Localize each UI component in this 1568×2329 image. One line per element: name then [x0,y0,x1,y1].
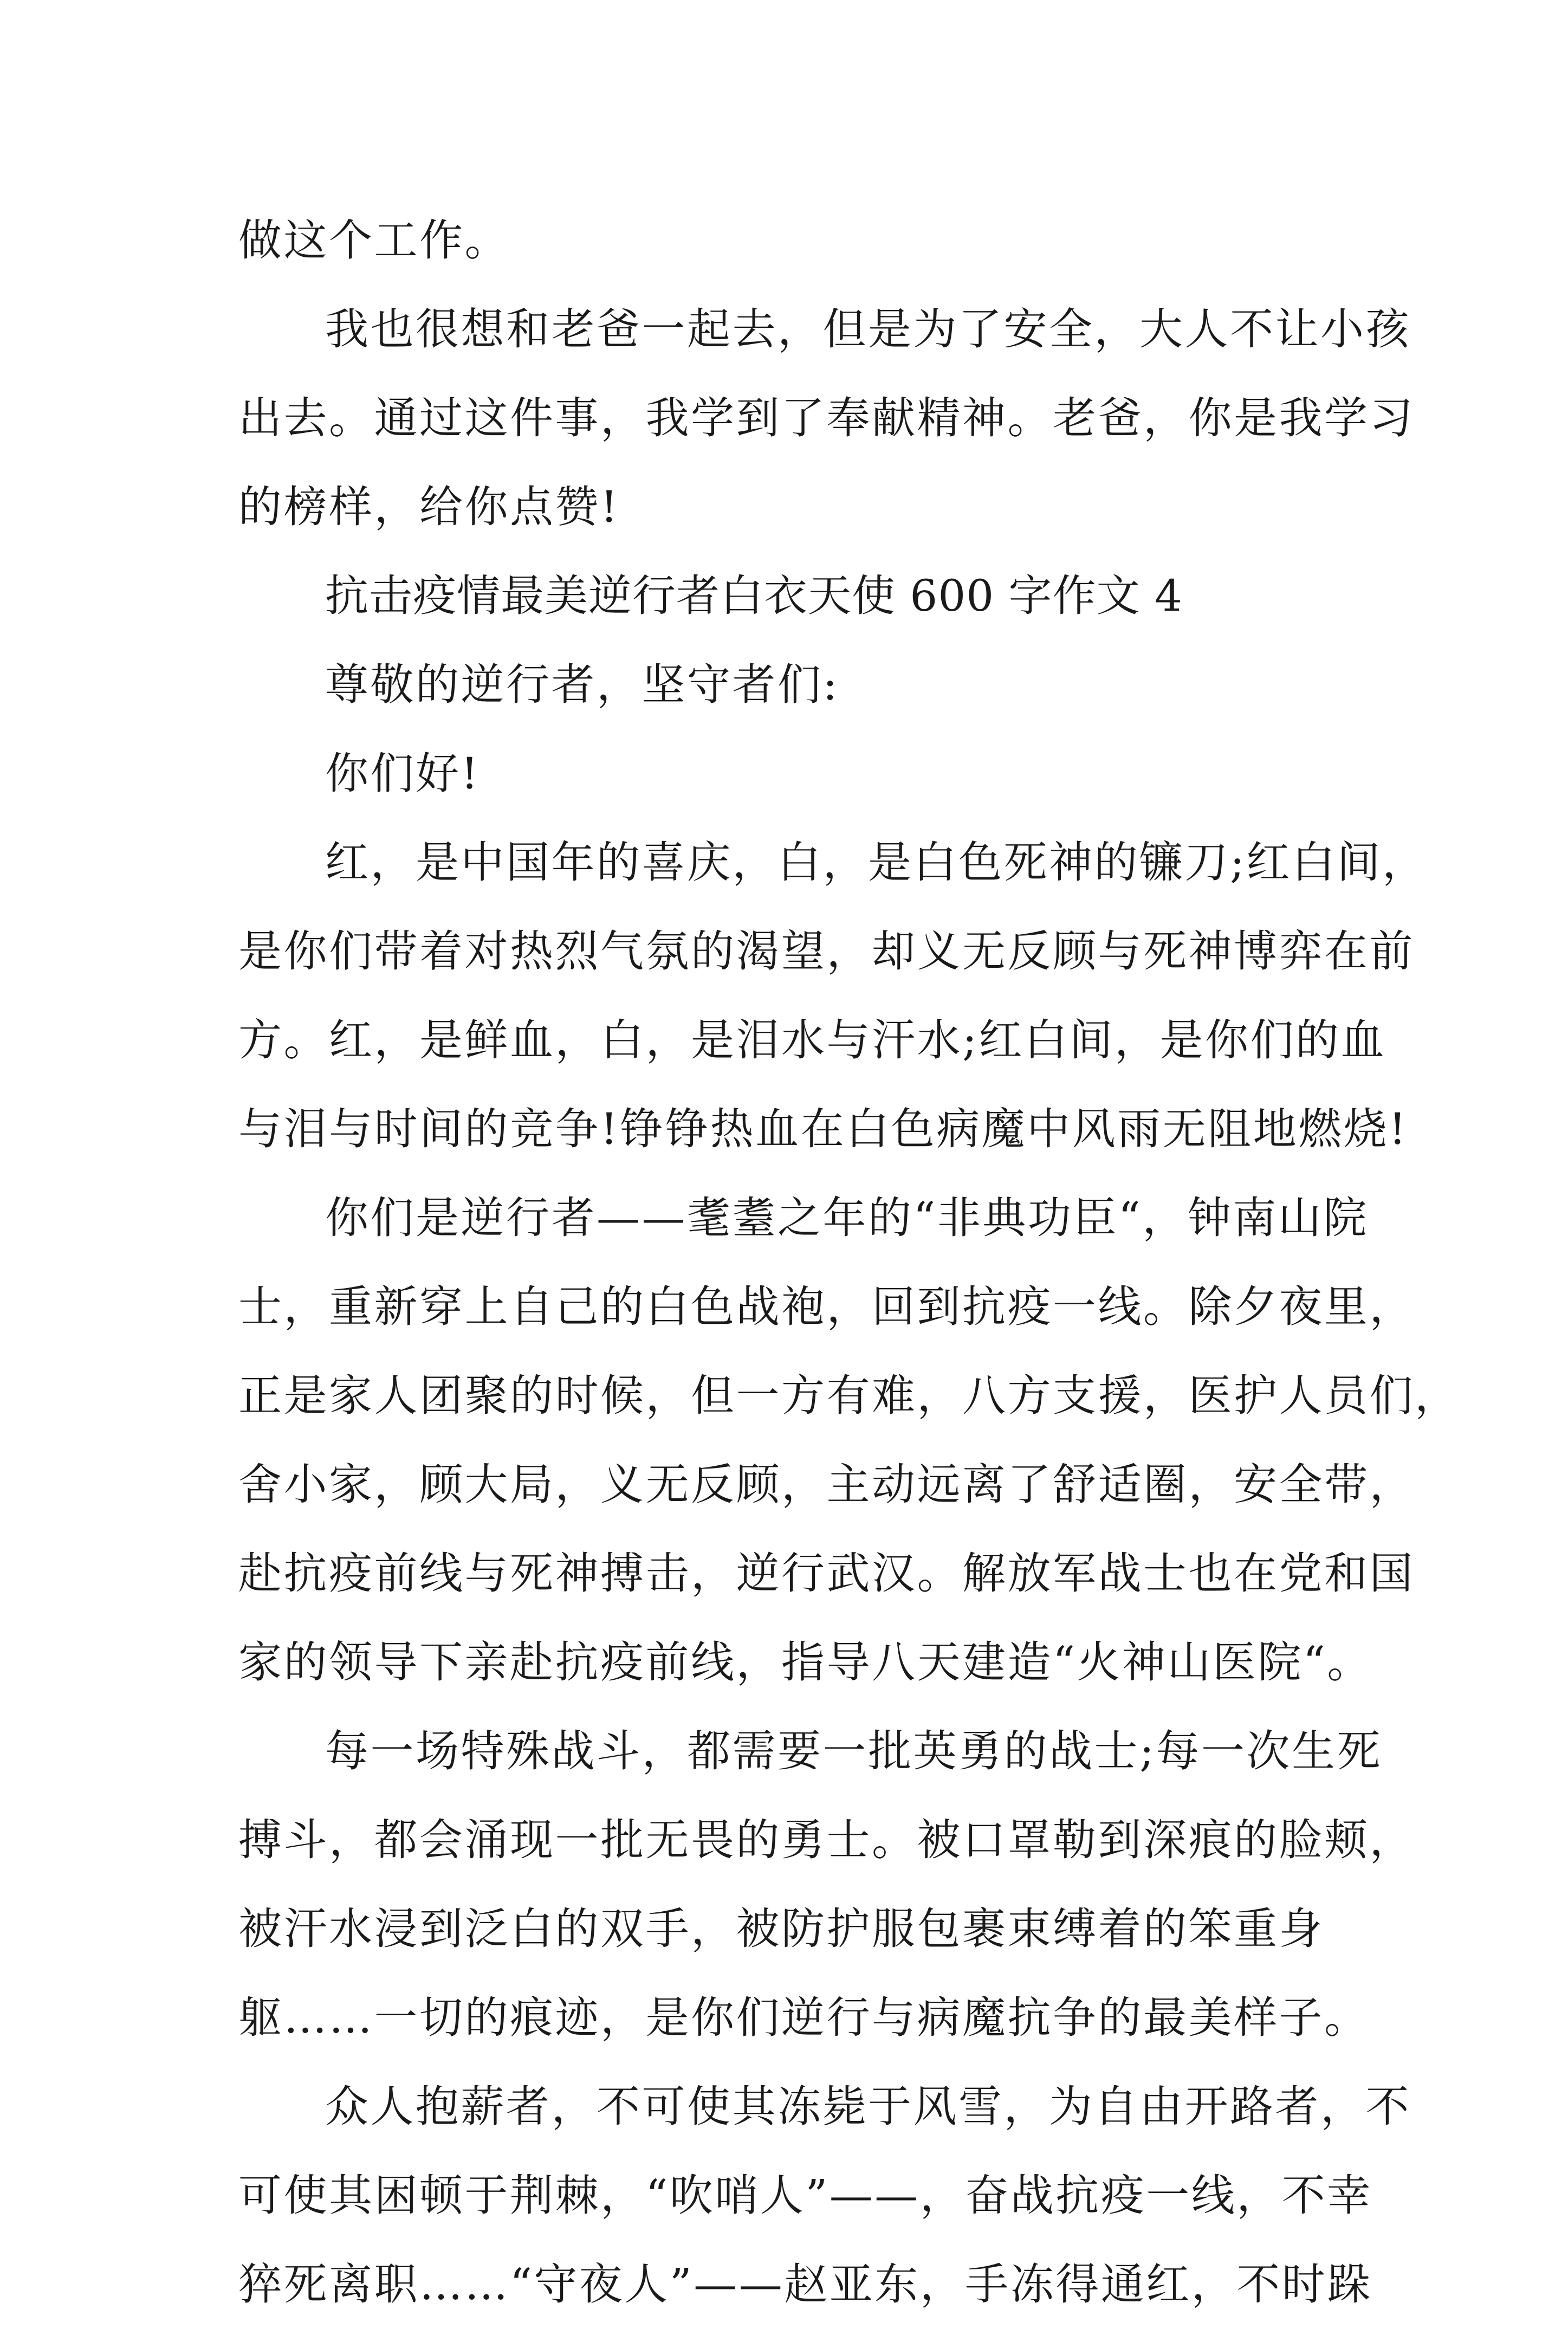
text-line: 方。红，是鲜血，白，是泪水与汗水;红白间，是你们的血 [238,1015,1386,1065]
text-line: 做这个工作。 [238,215,510,266]
text-line: 我也很想和老爸一起去，但是为了安全，大人不让小孩 [325,304,1411,354]
text-line: 被汗水浸到泛白的双手，被防护服包裹束缚着的笨重身 [238,1904,1324,1954]
text-line: 的榜样，给你点赞! [238,482,620,532]
text-line: 赴抗疫前线与死神搏击，逆行武汉。解放军战士也在党和国 [238,1548,1415,1599]
text-line: 猝死离职……“守夜人”——赵亚东，手冻得通红，不时跺 [238,2259,1372,2309]
greeting: 你们好! [325,748,481,799]
text-line: 你们是逆行者——耄耋之年的“非典功臣“，钟南山院 [325,1193,1369,1243]
salutation: 尊敬的逆行者，坚守者们: [325,659,839,710]
text-line: 家的领导下亲赴抗疫前线，指导八天建造“火神山医院“。 [238,1637,1372,1687]
document-page [238,196,1460,2329]
essay-title: 抗击疫情最美逆行者白衣天使 600 字作文 4 [325,571,1183,621]
text-line: 可使其困顿于荆棘，“吹哨人”——，奋战抗疫一线，不幸 [238,2170,1372,2221]
text-line: 正是家人团聚的时候，但一方有难，八方支援，医护人员们， [238,1370,1460,1421]
text-line: 众人抱薪者，不可使其冻毙于风雪，为自由开路者，不 [325,2081,1411,2132]
text-line: 出去。通过这件事，我学到了奉献精神。老爸，你是我学习 [238,393,1415,443]
text-line: 舍小家，顾大局，义无反顾，主动远离了舒适圈，安全带， [238,1459,1415,1510]
text-line: 躯……一切的痕迹，是你们逆行与病魔抗争的最美样子。 [238,1992,1370,2043]
text-line: 与泪与时间的竞争!铮铮热血在白色病魔中风雨无阻地燃烧! [238,1104,1408,1154]
text-line: 搏斗，都会涌现一批无畏的勇士。被口罩勒到深痕的脸颊， [238,1815,1415,1865]
text-line: 士，重新穿上自己的白色战袍，回到抗疫一线。除夕夜里， [238,1282,1415,1332]
text-line: 红，是中国年的喜庆，白，是白色死神的镰刀;红白间， [325,837,1428,888]
text-line: 是你们带着对热烈气氛的渴望，却义无反顾与死神博弈在前 [238,926,1415,976]
text-line: 每一场特殊战斗，都需要一批英勇的战士;每一次生死 [325,1726,1382,1776]
